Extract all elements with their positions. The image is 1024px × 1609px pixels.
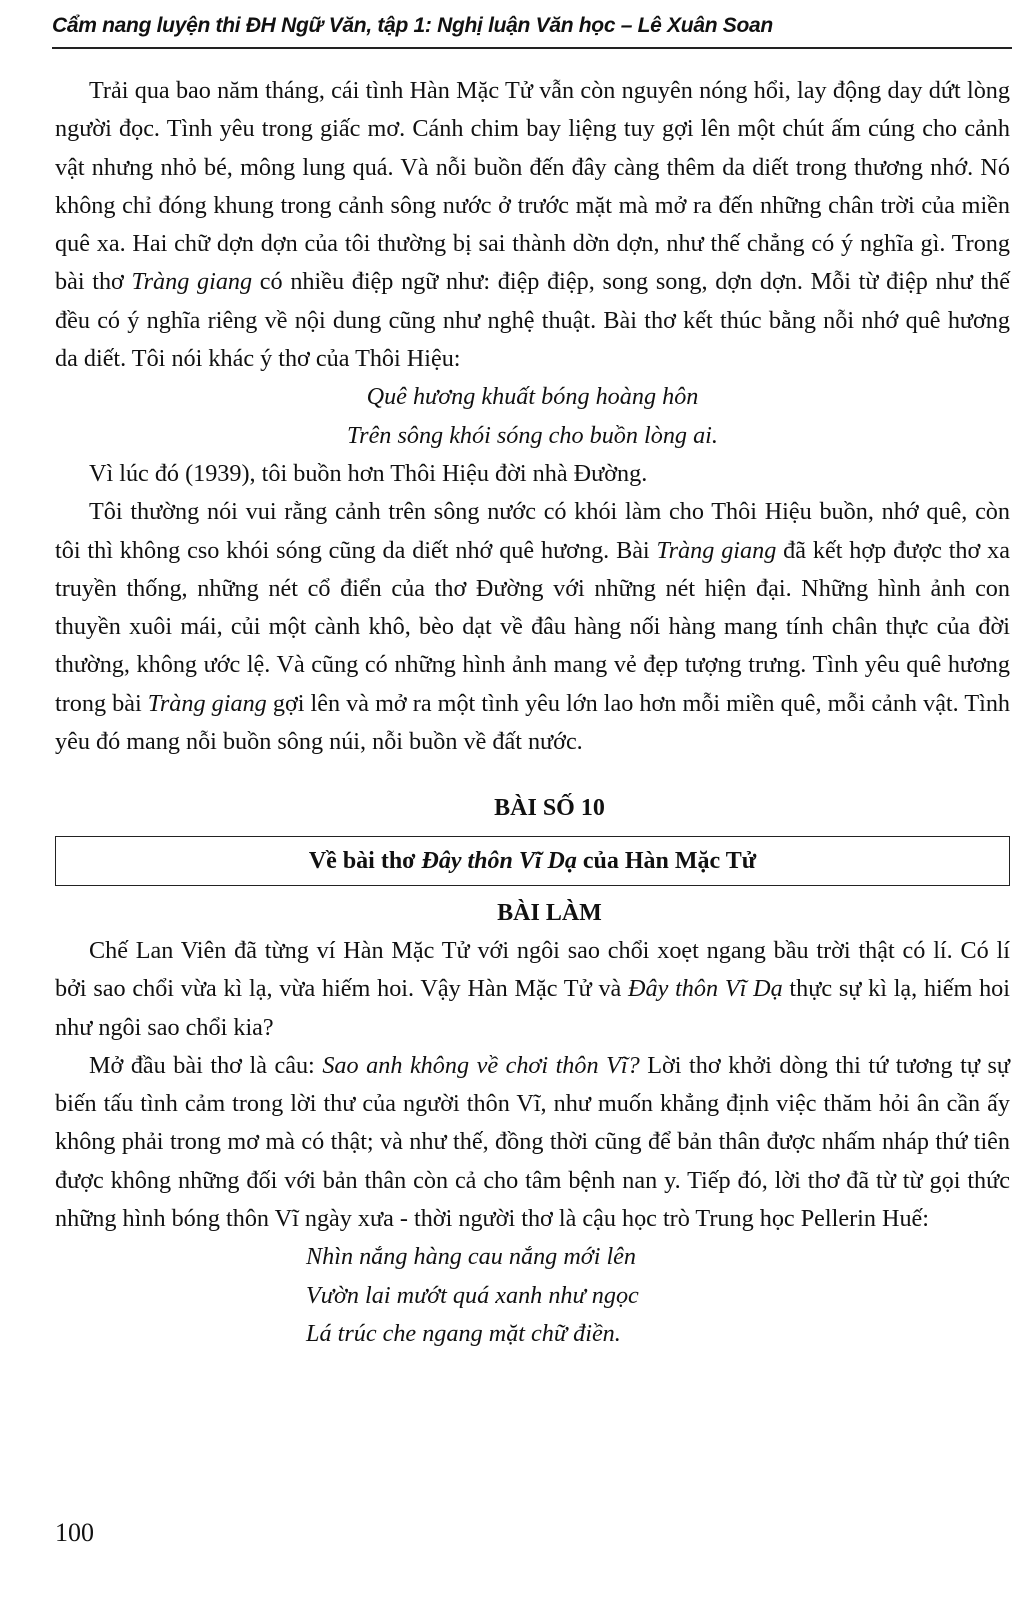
paragraph-4-text-b: thực sự kì lạ, hiếm hoi như ngôi sao chổi kia? — [55, 975, 1010, 1041]
lesson-heading: BÀI SỐ 10 — [494, 795, 605, 822]
paragraph-5 — [55, 1047, 1010, 1238]
paragraph-3-text-a: Tôi thường nói vui rằng cảnh trên sông nước có khói làm cho Thôi Hiệu buồn, nhớ quê, còn tôi thì không cso khói sóng cũng da diết nhớ quê hương. Bài — [55, 498, 1010, 564]
paragraph-2: Vì lúc đó (1939), tôi buồn hơn Thôi Hiệu đời nhà Đường. — [89, 459, 648, 487]
paragraph-1-italic: Tràng giang — [131, 268, 253, 296]
paragraph-4 — [55, 932, 1010, 1047]
paragraph-1-text-b: có nhiều điệp ngữ như: điệp điệp, song song, dợn dợn. Mỗi từ điệp như thế đều có ý nghĩa riêng về nội dung cũng như nghệ thuật. Bài thơ kết thúc bằng nỗi nhớ quê hương da diết. Tôi nói khác ý thơ của Thôi Hiệu: — [55, 268, 1011, 373]
verse-block-2 — [55, 1238, 1010, 1353]
running-header: Cẩm nang luyện thi ĐH Ngữ Văn, tập 1: Nghị luận Văn học – Lê Xuân Soan — [52, 14, 773, 37]
topic-box — [55, 836, 1010, 886]
paragraph-3-italic-2: Tràng giang — [147, 689, 267, 717]
paragraph-4-italic: Đây thôn Vĩ Dạ — [628, 975, 783, 1003]
paragraph-5-italic: Sao anh không về chơi thôn Vĩ? — [322, 1051, 640, 1079]
verse-2-line-2: Vườn lai mướt quá xanh như ngọc — [306, 1281, 639, 1309]
verse-1-line-1: Quê hương khuất bóng hoàng hôn — [366, 383, 699, 411]
paragraph-4-text-a: Chế Lan Viên đã từng ví Hàn Mặc Tử với ngôi sao chổi xoẹt ngang bầu trời thật có lí. Có lí bởi sao chổi vừa kì lạ, vừa hiếm hoi. Vậy Hàn Mặc Tử và — [55, 936, 1010, 1003]
paragraph-1-text-a: Trải qua bao năm tháng, cái tình Hàn Mặc Tử vẫn còn nguyên nóng hổi, lay động day dứt lòng người đọc. Tình yêu trong giấc mơ. Cánh chim bay liệng tuy gợi lên một chút ấm cúng cho cảnh vật nhưng nhỏ bé, mông lung quá. Và nỗi buồn đến đây càng thêm da diết trong thương nhớ. Nó không chỉ đóng khung trong cảnh sông nước ở trước mặt mà mở ra đến những chân trời của miền quê xa. Hai chữ dợn dợn của tôi thường bị sai thành dờn dợn, như thế chẳng có ý nghĩa gì. Trong bài thơ — [55, 77, 1010, 296]
topic-prefix: Về bài thơ — [308, 847, 422, 874]
body-text — [55, 72, 1010, 1353]
topic-title-italic: Đây thôn Vĩ Dạ — [421, 847, 577, 874]
verse-block-1 — [55, 378, 1010, 455]
paragraph-3-text-b: đã kết hợp được thơ xa truyền thống, những nét cổ điển của thơ Đường với những nét hiện đại. Những hình ảnh con thuyền xuôi mái, củi một cành khô, bèo dạt về đâu hàng nối hàng mang tính chân thực của đời thường, không ước lệ. Và cũng có những hình ảnh mang vẻ đẹp tượng trưng. Tình yêu quê hương trong bài — [55, 536, 1011, 717]
verse-2-line-1: Nhìn nắng hàng cau nắng mới lên — [306, 1243, 637, 1271]
answer-heading: BÀI LÀM — [497, 899, 602, 926]
spacer — [55, 761, 1010, 789]
paragraph-5-text-b: Lời thơ khởi dòng thi tứ tương tự sự biến tấu tình cảm trong lời thư của người thôn Vĩ, như muốn khẳng định việc thăm hỏi ân cần ấy không phải trong mơ mà có thật; và như thế, đồng thời cũng để bản thân được nhấm nháp thứ tiên được không những đối với bản thân còn cả cho tâm bệnh nan y. Tiếp đó, lời thơ đã từ từ gọi thức những hình bóng thôn Vĩ ngày xưa - thời người thơ là cậu học trò Trung học Pellerin Huế: — [55, 1051, 1010, 1233]
page-number: 100 — [55, 1518, 94, 1547]
paragraph-5-text-a: Mở đầu bài thơ là câu: — [89, 1051, 323, 1079]
spacer — [55, 828, 1010, 836]
topic-suffix: của Hàn Mặc Tử — [576, 847, 757, 874]
verse-2-line-3: Lá trúc che ngang mặt chữ điền. — [306, 1319, 621, 1347]
header-rule — [52, 47, 1012, 49]
paragraph-3-italic-1: Tràng giang — [656, 536, 777, 564]
paragraph-3 — [55, 493, 1010, 761]
paragraph-3-text-c: gợi lên và mở ra một tình yêu lớn lao hơn mỗi miền quê, mỗi cảnh vật. Tình yêu đó mang nỗi buồn sông núi, nỗi buồn về đất nước. — [55, 689, 1011, 756]
spacer — [55, 886, 1010, 894]
paragraph-1 — [55, 72, 1010, 378]
verse-1-line-2: Trên sông khói sóng cho buồn lòng ai. — [347, 421, 718, 449]
